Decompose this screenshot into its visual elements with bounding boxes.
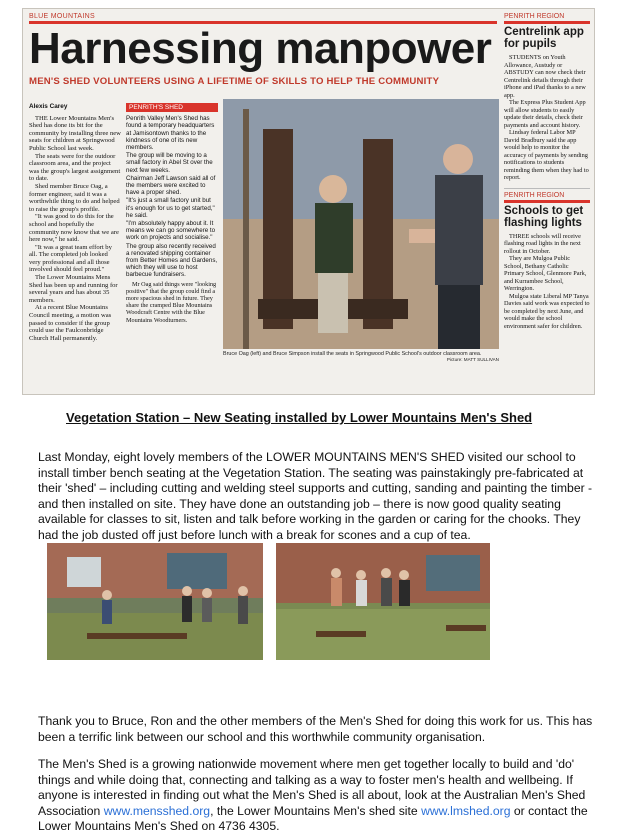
brief-separator bbox=[504, 188, 590, 189]
brief-headline: Centrelink app for pupils bbox=[504, 26, 584, 50]
brief-body bbox=[504, 233, 590, 331]
story-paragraph: The seats were for the outdoor classroom area, and the project was the group's largest assignment to date. bbox=[29, 152, 121, 183]
photo-credit: Picture: MATT SULLIVAN bbox=[446, 357, 499, 362]
brief-story bbox=[504, 13, 590, 182]
brief-tag: PENRITH REGION bbox=[504, 13, 565, 20]
sidebar-box bbox=[126, 115, 218, 278]
newspaper-clipping bbox=[22, 8, 595, 395]
story-column bbox=[29, 103, 121, 342]
article-paragraph bbox=[38, 757, 600, 835]
brief-paragraph: Lindsay federal Labor MP David Bradbury said the app would help to monitor the accuracy of payments by sending notifications to students reminding them when they had to report. bbox=[504, 129, 589, 181]
brief-body bbox=[504, 54, 590, 182]
group-photo-garden bbox=[47, 543, 263, 660]
section-tag: BLUE MOUNTAINS bbox=[29, 13, 95, 20]
seat-install-photo-graphic bbox=[223, 99, 499, 349]
brief-headline: Schools to get flashing lights bbox=[504, 204, 584, 229]
mensshed-link[interactable]: www.mensshed.org bbox=[103, 803, 211, 818]
sidebar-paragraph: Chairman Jeff Lawson said all of the members were excited to have a proper shed. bbox=[126, 174, 216, 197]
article-text: The Men's Shed is a growing nationwide movement where men get together locally to build and 'do' things and while doing that, connecting and talking as a way to foster men's health and wellbeing. If anyone is interested in finding out what the Men's Shed is all about, look at the Australian Men's Shed Association bbox=[38, 757, 586, 818]
group-photo-bench-graphic bbox=[276, 543, 490, 660]
story-paragraph: Shed member Bruce Oag, a former engineer, said it was a worthwhile thing to do and helped to raise the group's profile. bbox=[29, 182, 120, 213]
lmshed-link[interactable]: www.lmshed.org bbox=[421, 803, 511, 818]
brief-story bbox=[504, 192, 590, 331]
main-story bbox=[29, 13, 497, 87]
headline: Harnessing manpower bbox=[29, 24, 492, 73]
brief-paragraph: They are Mulgoa Public School, Bethany Catholic Primary School, Glenmore Park, and Kurrambee School, Werrington. bbox=[504, 255, 587, 292]
story-paragraph: At a recent Blue Mountains Council meeting, a motion was passed to consider if the group could use the Faulconbridge Church Hall permanently. bbox=[29, 304, 112, 342]
right-column bbox=[504, 13, 590, 330]
sidebar-paragraph: "I'm absolutely happy about it. It means we can go somewhere to work on projects and socialise." bbox=[126, 220, 216, 242]
story-continuation bbox=[126, 281, 218, 324]
sidebar-paragraph: The group will be moving to a small factory in Abel St over the next few weeks. bbox=[126, 152, 213, 174]
story-paragraph: Mr Oag said things were "looking positive" that the group could find a more spacious shed in future. They share the cramped Blue Mountains Woodcraft Centre with the Blue Mountains Woodturners. bbox=[126, 280, 217, 324]
article-paragraph: Thank you to Bruce, Ron and the other members of the Men's Shed for doing this work for us. This has been a terrific link between our school and this worthwhile community organisation. bbox=[38, 714, 593, 744]
article-text: , the Lower Mountains Men's shed site bbox=[210, 803, 422, 818]
photo-caption bbox=[223, 351, 499, 362]
brief-tag: PENRITH REGION bbox=[504, 191, 565, 199]
sidebar-paragraph: "It's just a small factory unit but it's enough for us to get started," he said. bbox=[126, 197, 215, 219]
sidebar-paragraph: The group also recently received a renovated shipping container from Better Homes and Gardens, which they will use to host barbecue fundraisers. bbox=[126, 242, 218, 279]
group-photo-garden-graphic bbox=[47, 543, 263, 660]
brief-rule bbox=[504, 21, 590, 24]
brief-paragraph: THREE schools will receive flashing road lights in the next rollout in October. bbox=[504, 232, 581, 255]
sidebar-tag: PENRITH'S SHED bbox=[126, 103, 218, 112]
story-paragraph: THE Lower Mountains Men's Shed has done its bit for the community by installing three new seats for children at Springwood Public School last week. bbox=[29, 114, 121, 152]
story-paragraph: "It was good to do this for the school and hopefully the community now know that we are here now," he said. bbox=[29, 213, 119, 244]
brief-paragraph: STUDENTS on Youth Allowance, Austudy or ABSTUDY can now check their Centrelink details through their iPhone and iPad thanks to a new app. bbox=[504, 54, 586, 99]
story-paragraph: "It was a great team effort by all. The completed job looked very professional and all those involved should feel proud." bbox=[29, 243, 112, 274]
article-text: or contact the Lower Mountains Men's Shed on 4736 4305. bbox=[38, 803, 588, 834]
brief-rule bbox=[504, 200, 590, 203]
story-paragraph: The Lower Mountains Mens Shed has been up and running for several years and has about 35 members. bbox=[29, 274, 118, 304]
article-title: Vegetation Station – New Seating installed by Lower Mountains Men's Shed bbox=[66, 410, 533, 425]
sidebar-paragraph: Penrith Valley Men's Shed has found a temporary headquarters at Jamisontown thanks to the kindness of one of its new members. bbox=[126, 115, 215, 152]
subhead: MEN'S SHED VOLUNTEERS USING A LIFETIME OF SKILLS TO HELP THE COMMUNITY bbox=[29, 76, 440, 87]
brief-paragraph: The Express Plus Student App will allow students to easily update their details, check their payments and account history. bbox=[504, 99, 586, 129]
caption-text: Bruce Oag (left) and Bruce Simpson install the seats in Springwood Public School's outdoor classroom area. bbox=[223, 351, 482, 357]
byline: Alexis Carey bbox=[29, 103, 68, 110]
penrith-shed-sidebar bbox=[126, 103, 218, 324]
brief-paragraph: Mulgoa state Liberal MP Tanya Davies said work was expected to be completed by next June, and would make the school environment safer for children. bbox=[504, 292, 590, 330]
seat-install-photo bbox=[223, 99, 499, 349]
article-paragraph: Last Monday, eight lovely members of the LOWER MOUNTAINS MEN'S SHED visited our school to install timber bench seating at the Vegetation Station. The seating was painstakingly pre-fabricated at their 'shed' – including cutting and welding steel supports and cutting, sanding and painting the timber - and then installed on site. They have done an outstanding job – there is now good quality seating available for classes to sit, listen and talk before working in the garden or caring for the chooks. They had the job dusted off just before lunch with a break for scones and a cup of tea. bbox=[38, 450, 593, 542]
group-photo-bench bbox=[276, 543, 490, 660]
